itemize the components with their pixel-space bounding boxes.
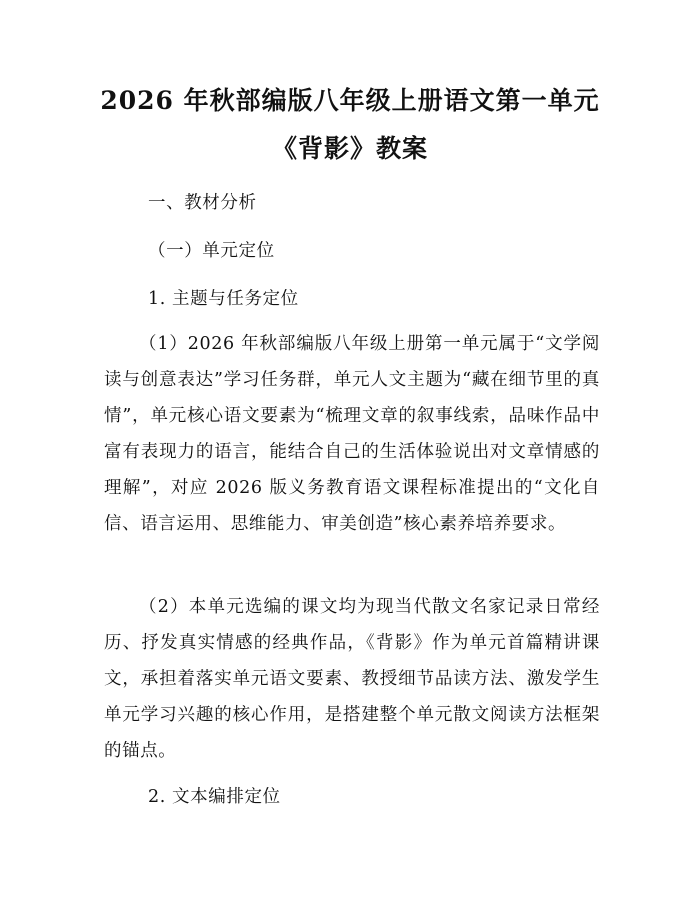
paragraph-unit-texts: （2）本单元选编的课文均为现当代散文名家记录日常经历、抒发真实情感的经典作品，《背影》作为单元首篇精讲课文，承担着落实单元语文要素、教授细节品读方法、激发学生单元学习兴趣的核心作用，是搭建整个单元散文阅读方法框架的锚点。: [104, 597, 600, 761]
section-heading-textbook-analysis: 一、教材分析: [148, 193, 257, 213]
document-title-line-1: 2026 年秋部编版八年级上册语文第一单元: [100, 86, 600, 115]
paragraph-unit-theme: （1）2026 年秋部编版八年级上册第一单元属于“文学阅读与创意表达”学习任务群，单元人文主题为“藏在细节里的真情”，单元核心语文要素为“梳理文章的叙事线索，品味作品中富有表现力的语言，能结合自己的生活体验说出对文章情感的理解”，对应 2026 版义务教育语文课程标准提出的“文化自信、语言运用、思维能力、审美创造”核心素养培养要求。: [104, 334, 600, 534]
item-heading-text-arrangement: 2. 文本编排定位: [148, 787, 281, 807]
item-heading-theme-and-task: 1. 主题与任务定位: [148, 289, 299, 309]
document-title-line-2: 《背影》教案: [271, 134, 428, 163]
subsection-heading-unit-positioning: （一）单元定位: [148, 241, 275, 261]
